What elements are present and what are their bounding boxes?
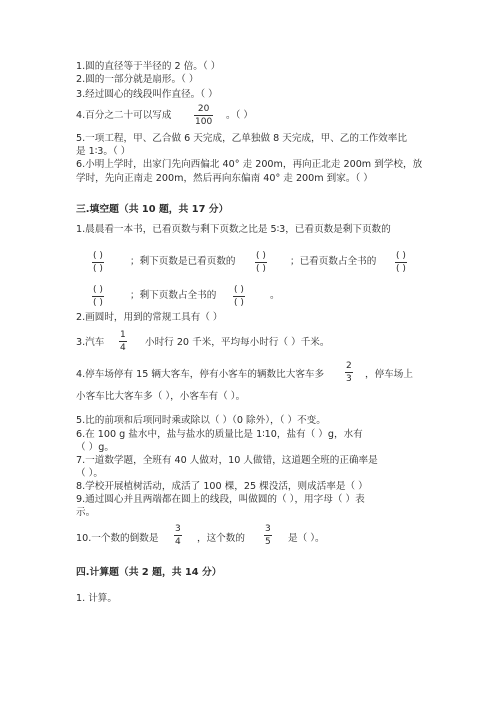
tf-question-5-line1: 5.一项工程，甲、乙合做 6 天完成，乙单独做 8 天完成，甲、乙的工作效率比: [76, 133, 407, 144]
tf-question-4-fraction: [194, 104, 213, 127]
fraction-numerator: 3: [175, 524, 181, 534]
fill-question-10-fraction-1: [174, 524, 182, 547]
blank-fraction: [233, 285, 245, 308]
fill-question-10-tail: 是（ ）。: [288, 533, 325, 544]
section-3-heading: 三.填空题（共 10 题，共 17 分）: [76, 204, 229, 215]
blank-denominator: ( ): [256, 264, 266, 274]
blank-numerator: ( ): [256, 251, 266, 261]
fraction-bar: [345, 372, 353, 373]
fraction-bar: [264, 535, 272, 536]
blank-numerator: ( ): [93, 251, 103, 261]
tf-question-6-line1: 6.小明上学时，出家门先向西偏北 40° 走 200m，再向正北走 200m 到学校，放: [76, 159, 423, 170]
fill-question-10-mid: ，这个数的: [197, 533, 245, 544]
fill-question-10-text: 10.一个数的倒数是: [76, 533, 159, 544]
tf-question-4-text: 4.百分之二十可以写成: [76, 110, 172, 121]
blank-denominator: ( ): [93, 264, 103, 274]
blank-fraction: [395, 251, 407, 274]
fill-question-2: 2.画圆时，用到的常规工具有（ ）: [76, 312, 223, 323]
fraction-denominator: 100: [195, 117, 213, 127]
fraction-bar: [233, 296, 245, 297]
fill-question-5: 5.比的前项和后项同时乘或除以（ ）（0 除外），（ ）不变。: [76, 415, 326, 426]
blank-denominator: ( ): [396, 264, 406, 274]
fill-question-3-text: 3.汽车: [76, 337, 105, 348]
blank-numerator: ( ): [93, 285, 103, 295]
blank-fraction: [92, 285, 104, 308]
fill-question-10-fraction-2: [264, 524, 272, 547]
fraction-numerator: 3: [265, 524, 271, 534]
fill-question-1: 1.晨晨看一本书，已看页数与剩下页数之比是 5∶3，已看页数是剩下页数的: [76, 224, 391, 235]
fill-question-9-line2: 示。: [76, 507, 96, 518]
fill-question-4-line2: 小客车比大客车多（ ），小客车有（ ）。: [76, 391, 246, 402]
fraction-bar: [119, 341, 127, 342]
fraction-denominator: 3: [346, 374, 352, 384]
fraction-bar: [92, 262, 104, 263]
tf-question-2: 2.圆的一部分就是扇形。（ ）: [76, 74, 199, 85]
fill-question-7-line2: （ ）。: [76, 468, 104, 479]
fraction-bar: [174, 535, 182, 536]
fill-question-7: 7.一道数学题，全班有 40 人做对，10 人做错，这道题全班的正确率是: [76, 455, 378, 466]
fill-question-4-text: 4.停车场停有 15 辆大客车，停有小客车的辆数比大客车多: [76, 369, 325, 380]
fill-question-1-part-c: ；剩下页数占全书的: [130, 290, 217, 301]
fraction-numerator: 20: [197, 104, 210, 114]
fraction-denominator: 4: [120, 343, 126, 353]
fill-question-4-tail: ，停车场上: [365, 369, 413, 380]
blank-denominator: ( ): [234, 298, 244, 308]
fraction-denominator: 5: [265, 537, 271, 547]
tf-question-5-line2: 是 1∶3。（ ）: [76, 146, 131, 157]
fraction-denominator: 4: [175, 537, 181, 547]
blank-numerator: ( ): [396, 251, 406, 261]
fraction-bar: [92, 296, 104, 297]
calc-question-1: 1. 计算。: [76, 593, 117, 604]
tf-question-1: 1.圆的直径等于半径的 2 倍。（ ）: [76, 61, 221, 72]
fill-question-3-tail: 小时行 20 千米，平均每小时行（ ）千米。: [145, 337, 330, 348]
section-4-heading: 四.计算题（共 2 题，共 14 分）: [76, 567, 222, 578]
blank-numerator: ( ): [234, 285, 244, 295]
blank-fraction: [255, 251, 267, 274]
fill-question-3-fraction: [119, 330, 127, 353]
fraction-bar: [395, 262, 407, 263]
fraction-numerator: 1: [120, 330, 126, 340]
fill-question-1-part-b: ；已看页数占全书的: [290, 256, 377, 267]
fill-question-8: 8.学校开展植树活动，成活了 100 棵，25 棵没活，则成活率是（ ）: [76, 481, 368, 492]
tf-question-4-tail: 。（ ）: [226, 110, 254, 121]
fill-question-1-part-a: ；剩下页数是已看页数的: [130, 256, 236, 267]
tf-question-6-line2: 学时，先向正南走 200m，然后再向东偏南 40° 走 200m 到家。（ ）: [76, 173, 373, 184]
fraction-numerator: 2: [346, 361, 352, 371]
fill-question-6-line2: （ ）g。: [76, 442, 114, 453]
fraction-bar: [194, 115, 213, 116]
fraction-bar: [255, 262, 267, 263]
tf-question-3: 3.经过圆心的线段叫作直径。（ ）: [76, 89, 218, 100]
fill-question-4-fraction: [345, 361, 353, 384]
fill-question-6: 6.在 100 g 盐水中，盐与盐水的质量比是 1∶10，盐有（ ）g，水有: [76, 429, 363, 440]
blank-fraction: [92, 251, 104, 274]
fill-question-1-end: 。: [270, 290, 280, 301]
fill-question-9: 9.通过圆心并且两端都在圆上的线段，叫做圆的（ ），用字母（ ）表: [76, 494, 365, 505]
blank-denominator: ( ): [93, 298, 103, 308]
